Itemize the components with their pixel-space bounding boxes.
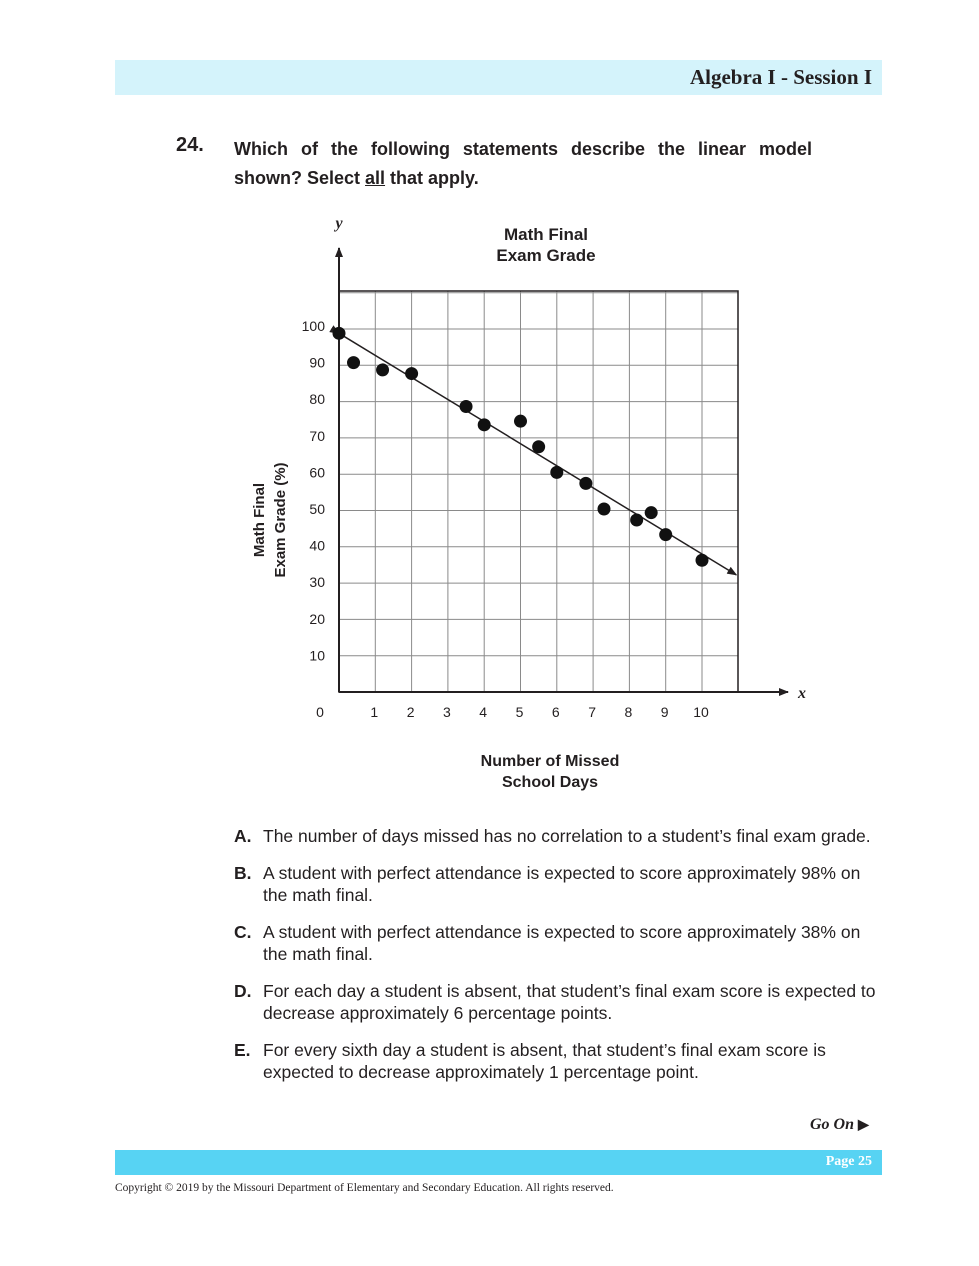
page-number: Page 25 (825, 1154, 872, 1169)
y-tick-label: 60 (309, 464, 325, 481)
ylabel-line2: Exam Grade (%) (272, 462, 289, 578)
question-number: 24. (176, 134, 204, 156)
y-tick-label: 10 (309, 647, 325, 664)
data-point (696, 554, 709, 567)
y-tick-label: 80 (309, 391, 325, 408)
question-text-after: that apply. (385, 168, 479, 188)
x-tick-label: 10 (693, 704, 709, 720)
x-tick-label: 0 (316, 704, 324, 720)
xlabel-line1: Number of Missed (480, 753, 620, 770)
ylabel-line1: Math Final (251, 482, 268, 558)
xlabel-line2: School Days (501, 774, 599, 791)
y-tick-label: 40 (309, 537, 325, 554)
go-on-link[interactable] (810, 1116, 869, 1134)
chart-title-line1: Math Final (503, 225, 589, 244)
scatter-chart (240, 210, 820, 810)
data-point (645, 506, 658, 519)
choice-letter: E. (234, 1039, 251, 1060)
data-point (460, 400, 473, 413)
trend-line (339, 333, 736, 575)
choice-c[interactable] (234, 921, 884, 966)
y-tick-label: 100 (301, 318, 325, 334)
data-point (550, 466, 563, 479)
choice-a[interactable] (234, 825, 884, 848)
header-bar (115, 60, 882, 95)
choice-text: A student with perfect attendance is expected to score approximately 98% on the math final. (263, 862, 861, 905)
data-point (478, 418, 491, 431)
x-tick-label: 8 (624, 704, 633, 720)
data-point (532, 440, 545, 453)
x-tick-label: 6 (551, 704, 560, 720)
choice-text: The number of days missed has no correlation to a student’s final exam grade. (263, 826, 871, 846)
choice-letter: B. (234, 862, 252, 883)
choice-b[interactable] (234, 862, 884, 907)
choice-text: For every sixth day a student is absent, that student’s final exam score is expected to decrease approximately 1 percentage point. (263, 1039, 826, 1082)
x-tick-label: 1 (370, 704, 379, 720)
go-on-label: Go On (810, 1116, 855, 1133)
data-point (579, 477, 592, 490)
y-tick-label: 90 (309, 354, 325, 371)
data-point (405, 367, 418, 380)
x-axis-letter: x (798, 685, 806, 702)
choice-letter: D. (234, 980, 252, 1001)
footer-bar (115, 1150, 882, 1175)
data-point (659, 528, 672, 541)
y-tick-label: 30 (309, 574, 325, 591)
choice-e[interactable] (234, 1039, 884, 1084)
choice-letter: A. (234, 826, 252, 846)
y-axis-letter: y (335, 215, 343, 232)
x-tick-label: 9 (660, 704, 669, 720)
choice-d[interactable] (234, 980, 884, 1025)
x-tick-label: 5 (515, 704, 524, 720)
y-tick-label: 50 (309, 501, 325, 517)
play-arrow-icon: ▶ (858, 1118, 869, 1133)
choice-text: For each day a student is absent, that student’s final exam score is expected to decrease approximately 6 percentage points. (263, 980, 876, 1023)
chart-title-line2: Exam Grade (496, 246, 596, 265)
question-text (234, 135, 812, 193)
x-tick-label: 4 (479, 704, 488, 720)
choice-text: A student with perfect attendance is expected to score approximately 38% on the math final. (263, 921, 861, 964)
data-point (630, 513, 643, 526)
x-tick-label: 3 (443, 704, 451, 720)
y-tick-label: 20 (309, 610, 325, 627)
copyright-notice: Copyright © 2019 by the Missouri Department of Elementary and Secondary Education. All rights reserved. (115, 1182, 614, 1194)
plot-frame (339, 291, 738, 692)
data-point (597, 503, 610, 516)
data-point (376, 363, 389, 376)
choice-letter: C. (234, 921, 252, 942)
question-text-before: Which of the following statements describe the linear model shown? Select (234, 139, 812, 188)
y-tick-label: 70 (309, 427, 325, 444)
data-point (333, 327, 346, 340)
data-point (514, 415, 527, 428)
question-emphasis: all (365, 168, 386, 188)
x-tick-label: 2 (406, 704, 415, 720)
header-title: Algebra I - Session I (689, 65, 872, 89)
data-point (347, 356, 360, 369)
x-tick-label: 7 (588, 704, 596, 720)
answer-choices (234, 825, 884, 1098)
